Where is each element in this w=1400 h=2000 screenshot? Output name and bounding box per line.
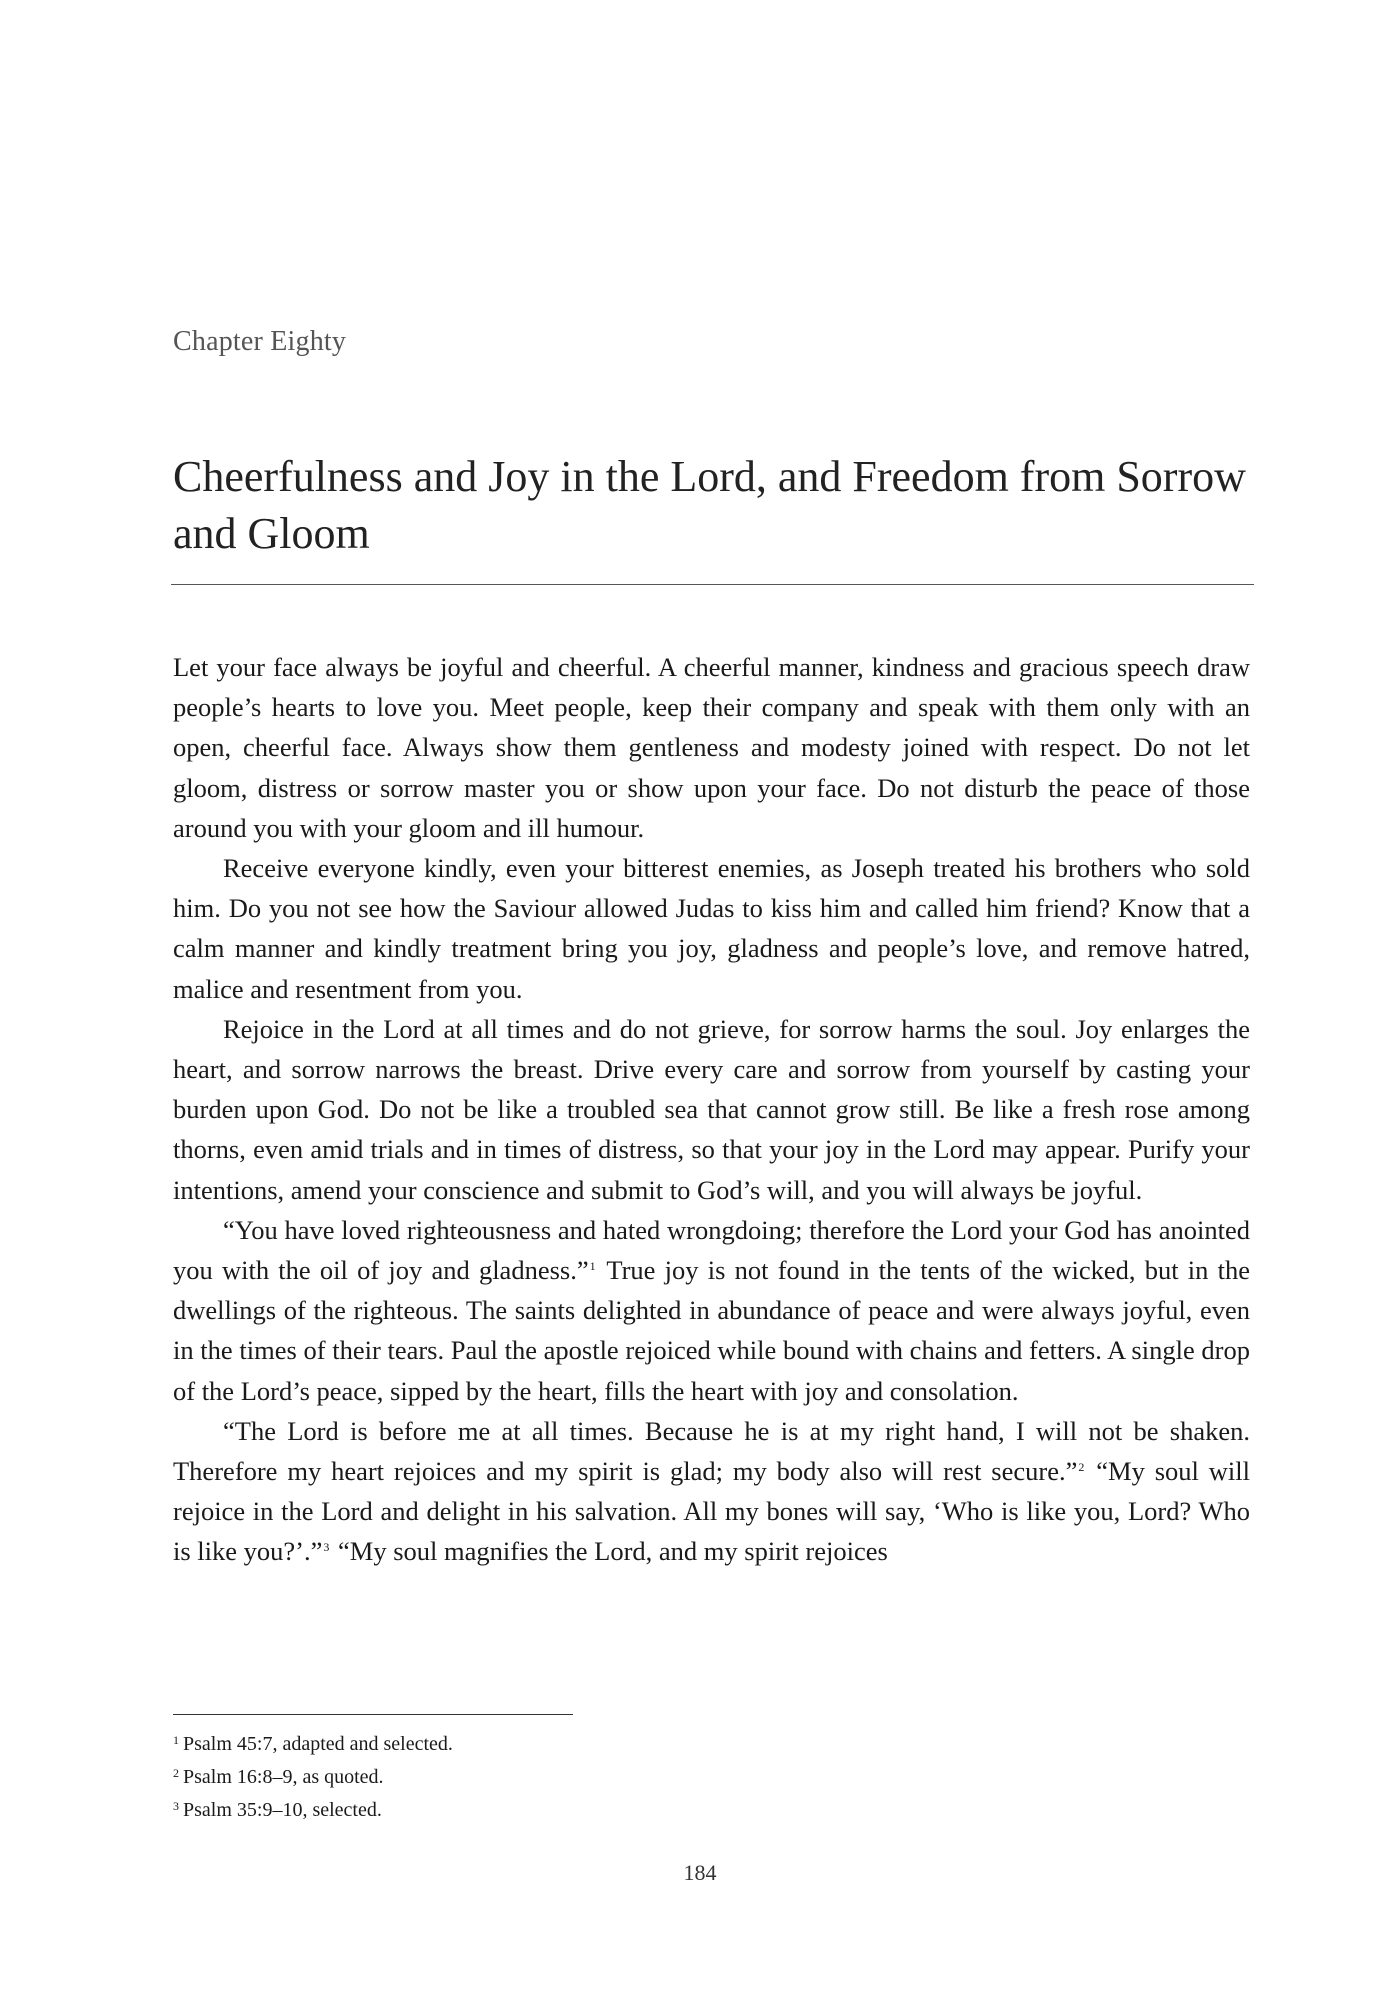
paragraph-5-quote-1: “The Lord is before me at all times. Because he is at my right hand, I will not be shaken. Therefore my heart rejoices and my spirit is glad; my body also will rest secure.” [173,1415,1250,1487]
chapter-title: Cheerfulness and Joy in the Lord, and Freedom from Sorrow and Gloom [173,452,1246,558]
paragraph-3: Rejoice in the Lord at all times and do not grieve, for sorrow harms the soul. Joy enlarges the heart, and sorrow narrows the breast. Drive every care and sorrow from yourself by casting your burden upon God. Do not be like a troubled sea that cannot grow still. Be like a fresh rose among thorns, even amid trials and in times of distress, so that your joy in the Lord may appear. Purify your intentions, amend your conscience and submit to God’s will, and you will always be joyful. [173,1013,1250,1205]
footnote-text-1: Psalm 45:7, adapted and selected. [183,1733,453,1755]
footnote-text-3: Psalm 35:9–10, selected. [183,1799,382,1821]
paragraph-5 [173,1411,1250,1572]
paragraph-4-rest: True joy is not found in the tents of the wicked, but in the dwellings of the righteous. The saints delighted in abundance of peace and were always joyful, even in the times of their tears. Paul the apostle rejoiced while bound with chains and fetters. A single drop of the Lord’s peace, sipped by the heart, fills the heart with joy and consolation. [173,1255,1251,1406]
footnote-divider [173,1714,573,1715]
paragraph-2: Receive everyone kindly, even your bitterest enemies, as Joseph treated his brothers who sold him. Do you not see how the Saviour allowed Judas to kiss him and called him friend? Know that a calm manner and kindly treatment bring you joy, gladness and people’s love, and remove hatred, malice and resentment from you. [173,853,1250,1004]
paragraph-4-quote: “You have loved righteousness and hated wrongdoing; therefore the Lord your God has anointed you with the oil of joy and gladness.” [173,1214,1250,1286]
footnote-ref-3[interactable]: 3 [323,1540,330,1555]
paragraph-5-quote-3: “My soul magnifies the Lord, and my spirit rejoices [331,1536,888,1567]
footnote-text-2: Psalm 16:8–9, as quoted. [183,1766,384,1788]
footnote-3 [173,1794,1173,1827]
footnote-number-3: 3 [173,1799,179,1813]
page-number: 184 [683,1860,717,1885]
footnote-2 [173,1761,1173,1794]
footnote-1 [173,1728,1173,1761]
paragraph-1: Let your face always be joyful and cheerful. A cheerful manner, kindness and gracious speech draw people’s hearts to love you. Meet people, keep their company and speak with them only with an open, cheerful face. Always show them gentleness and modesty joined with respect. Do not let gloom, distress or sorrow master you or show upon your face. Do not disturb the peace of those around you with your gloom and ill humour. [173,652,1250,843]
footnote-ref-1[interactable]: 1 [589,1259,596,1274]
paragraph-4 [173,1210,1250,1411]
paragraph-5-quote-2: “My soul will rejoice in the Lord and delight in his salvation. All my bones will say, ‘Who is like you, Lord? Who is like you?’.” [173,1456,1250,1567]
chapter-body [173,647,1250,1572]
title-divider [171,584,1254,585]
chapter-label: Chapter Eighty [173,326,347,357]
footnotes [173,1728,1173,1827]
footnote-number-1: 1 [173,1733,179,1747]
footnote-number-2: 2 [173,1766,179,1780]
footnote-ref-2[interactable]: 2 [1078,1460,1085,1475]
